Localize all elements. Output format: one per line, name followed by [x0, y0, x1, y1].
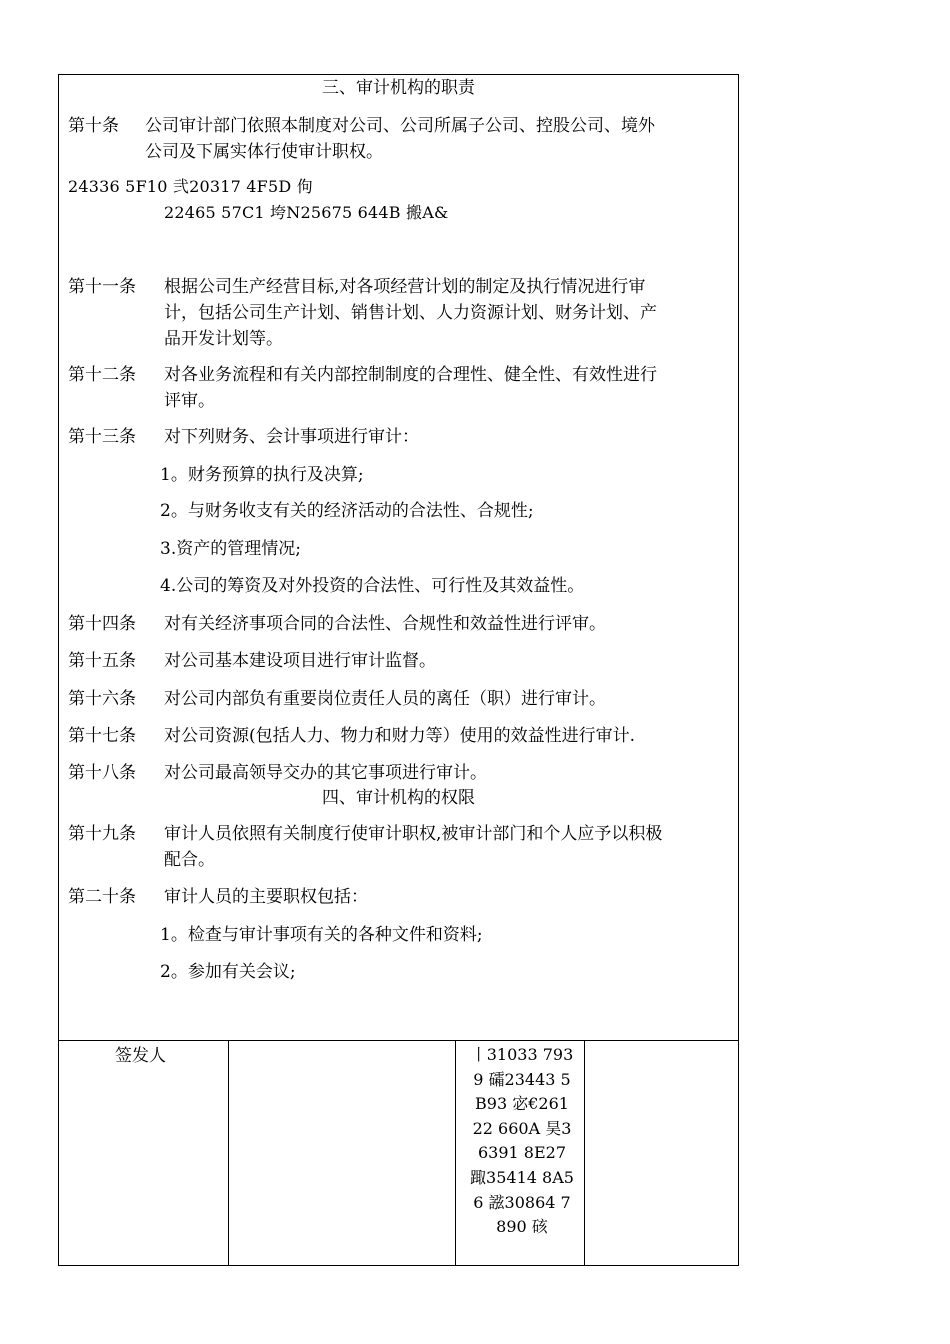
- article-number: 第十九条: [68, 824, 136, 844]
- signer-label: 签发人: [115, 1046, 166, 1066]
- column-divider: [228, 1040, 229, 1266]
- column-divider: [455, 1040, 456, 1266]
- garbled-text: 24336 5F10 弐20317 4F5D 佝: [68, 177, 313, 196]
- garbled-text: 22465 57C1 垮N25675 644B 搬A&: [164, 203, 449, 222]
- article-text: 配合。: [164, 850, 215, 870]
- list-item: 2。参加有关会议;: [160, 962, 296, 982]
- article-text: 对公司最高领导交办的其它事项进行审计。: [164, 763, 487, 783]
- article-number: 第十七条: [68, 726, 136, 746]
- article-text: 评审。: [164, 391, 215, 411]
- article-number: 第十条: [68, 116, 119, 136]
- article-text: 品开发计划等。: [164, 329, 283, 349]
- code-line: 9 礵23443 5: [473, 1069, 571, 1089]
- code-line: 22 660A 昊3: [472, 1118, 572, 1138]
- code-line: 6 誸30864 7: [473, 1192, 571, 1212]
- garbled-code-cell: [463, 1043, 581, 1240]
- article-text: 根据公司生产经营目标,对各项经营计划的制定及执行情况进行审: [164, 277, 646, 297]
- list-item: 1。财务预算的执行及决算;: [160, 465, 364, 485]
- article-number: 第十三条: [68, 427, 136, 447]
- article-number: 第十四条: [68, 614, 136, 634]
- section-title: 三、审计机构的职责: [322, 78, 475, 98]
- article-text: 对有关经济事项合同的合法性、合规性和效益性进行评审。: [164, 614, 606, 634]
- article-number: 第十五条: [68, 651, 136, 671]
- code-line: 6391 8E27: [477, 1143, 567, 1163]
- article-text: 审计人员依照有关制度行使审计职权,被审计部门和个人应予以积极: [164, 824, 663, 844]
- article-text: 公司及下属实体行使审计职权。: [145, 142, 383, 162]
- list-item: 2。与财务收支有关的经济活动的合法性、合规性;: [160, 501, 534, 521]
- code-line: B93 宓€261: [475, 1094, 569, 1114]
- article-number: 第二十条: [68, 887, 136, 907]
- table-divider: [58, 1040, 739, 1041]
- code-line: 踙35414 8A5: [470, 1167, 574, 1187]
- article-text: 对公司资源(包括人力、物力和财力等）使用的效益性进行审计.: [164, 726, 636, 746]
- list-item: 3.资产的管理情况;: [160, 539, 301, 559]
- list-item: 1。检查与审计事项有关的各种文件和资料;: [160, 925, 483, 945]
- list-item: 4.公司的筹资及对外投资的合法性、可行性及其效益性。: [160, 576, 585, 596]
- article-number: 第十一条: [68, 277, 136, 297]
- article-text: 公司审计部门依照本制度对公司、公司所属子公司、控股公司、境外: [145, 116, 655, 136]
- column-divider: [584, 1040, 585, 1266]
- article-text: 审计人员的主要职权包括：: [164, 887, 368, 907]
- code-line: 890 硋: [496, 1217, 548, 1237]
- article-text: 对公司基本建设项目进行审计监督。: [164, 651, 436, 671]
- article-text: 对公司内部负有重要岗位责任人员的离任（职）进行审计。: [164, 689, 606, 709]
- article-text: 对下列财务、会计事项进行审计：: [164, 427, 419, 447]
- article-text: 对各业务流程和有关内部控制制度的合理性、健全性、有效性进行: [164, 365, 657, 385]
- article-number: 第十八条: [68, 763, 136, 783]
- article-number: 第十六条: [68, 689, 136, 709]
- article-text: 计，包括公司生产计划、销售计划、人力资源计划、财务计划、产: [164, 303, 657, 323]
- article-number: 第十二条: [68, 365, 136, 385]
- section-title: 四、审计机构的权限: [322, 788, 475, 808]
- code-line: 丨31033 793: [470, 1045, 574, 1064]
